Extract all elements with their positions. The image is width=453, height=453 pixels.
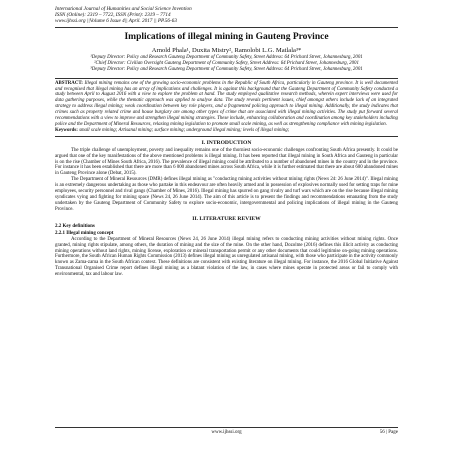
keywords-text: small scale mining; Artisanal mining; surface mining; underground illegal mining; levels of illegal mining; (79, 127, 290, 133)
journal-header (55, 6, 398, 25)
intro-paragraph-2: The Department of Mineral Resources (DMR) defines illegal mining as "conducting mining activities without mining rights (News 24: 26 June 2014)". Illegal mining is an extremely dangerous undertaking as those who partake in this endeavour are often heavily armed and in possession of explosives normally used for setting traps for mine employees, security personnel and rival gangs (Chamber of Mines, 2016). Illegal mining has spurred on gang rivalry and turf wars which are on the rise because illegal mining syndicates vying and fighting for mining space (News 24, 26 June 2014). The aim of this article is to present the findings and recommendations emanating from the study undertaken by the Gauteng Department of Community Safety to explore socio-economic, intergovernmental and policing implications of illegal mining in the Gauteng Province. (55, 177, 398, 212)
header-divider (55, 27, 398, 28)
journal-issue: www.ijhssi.org ||Volume 6 Issue 4|| April. 2017 || PP.56-63 (55, 18, 177, 25)
literature-paragraph-1: According to the Department of Mineral Resources (News 24, 26 June 2014) illegal mining refers to conducting mining activities without mining rights. Once granted, mining rights stipulate, among others, the duration of mining and the size of the mine. On the other hand, Dozolme (2016) defines this illicit activity as conducting mining operations without land rights, mining license, exploration or mineral transportation permit or any other documents that could legitimise on-going mining operations. Furthermore, the South African Human Rights Commission (2013) defines illegal mining as unregulated artisanal mining, with those who participate in the activity commonly known as Zama-zama in the South African context. These definitions are consistent with existing literature on illegal mining. For instance, the 2016 Global Initiative Against Transnational Organised Crime report defines illegal mining as a blatant violation of the law, in cases where mines operate in protected areas or fail to comply with environmental, tax and labour law. (55, 236, 398, 278)
author-list: Arnold Phala¹, Duxita Mistry², Ramolobi L.G. Matlala³* (151, 46, 302, 54)
journal-issn: ISSN (Online): 2319 – 7722, ISSN (Print): 2319 – 7714 (55, 12, 171, 19)
affiliation-2: ²Chief Director: Civilian Oversight Gauteng Department of Community Safety, Street Address: 64 Prichard Street, Johannesburg, 2001 (94, 60, 359, 66)
section-literature-title: II. LITERATURE REVIEW (192, 215, 261, 222)
affiliation-1: ¹Deputy Director: Policy and Research Gauteng Department of Community Safety, Street Address: 64 Prichard Street, Johannesburg, 2001 (90, 54, 363, 60)
affiliation-3: ³Deputy Director: Policy and Research Gauteng Department of Community Safety, Street Address: 64 Prichard Street, Johannesburg, 2001 (90, 66, 363, 72)
page-footer (55, 427, 398, 435)
keywords-label: Keywords: (55, 127, 78, 133)
paper-title: Implications of illegal mining in Gauteng Province (124, 31, 329, 42)
footer-page-number: 56 | Page (379, 430, 398, 435)
subsection-key-definitions: 2.2 Key definitions (55, 223, 95, 229)
intro-paragraph-1: The triple challenge of unemployment, poverty and inequality remains one of the thorniest socio-economic challenges confronting South Africa presently. It could be argued that one of the key manifestations of the above mentioned problems is illegal mining. It has been reported that illegal mining in South Africa and Gauteng in particular is on the rise (Chamber of Mines South Africa, 2016). The prevalence of illegal mining could be attributed to a number of abandoned mines in the country and in the province. For instance it has been established that there are more than 6 000 abandoned mines across South Africa, while it is further estimated that there are about 600 abandoned mines in Gauteng Province alone (Debat, 2015). (55, 147, 398, 177)
abstract-text: Illegal mining remains one of the growing socio-economic problems in the Republic of South Africa, particularly in Gauteng province. It is well documented and recognised that illegal mining has an array of implications and challenges. It is against this background that the Gauteng Department of Community Safety conducted a study between April to August 2016 with a view to explore the problem at hand. The study employed qualitative research methods, wherein expert interviews were used for data gathering purposes, while the thematic approach was applied to analyse data. The study reveals pertinent issues, chief amongst others include lack of an integrated strategy to address illegal mining; weak coordination between key role players, and a fragmented policing approach to illegal mining. Additionally, the study indicates that crimes such as property related crime and house burglary are among other types of crime that are associated with illegal mining activities. The study put forward several recommendations with a view to improve and strengthen illegal mining strategies. These include, enhancing collaboration and coordination among key stakeholders including police and the Department of Mineral Resources, relaxing mining legislation to promote small scale mining, as well as strengthening compliance with mining legislation. (55, 80, 398, 127)
abstract-block (55, 78, 398, 137)
footer-url: www.ijhssi.org (211, 430, 242, 435)
section-introduction-title: I. INTRODUCTION (201, 139, 252, 146)
subsection-illegal-mining-concept: 2.2.1 Illegal mining concept (55, 230, 114, 236)
journal-name: International Journal of Humanities and Social Science Invention (55, 6, 192, 12)
abstract-label: ABSTRACT: (55, 80, 83, 86)
